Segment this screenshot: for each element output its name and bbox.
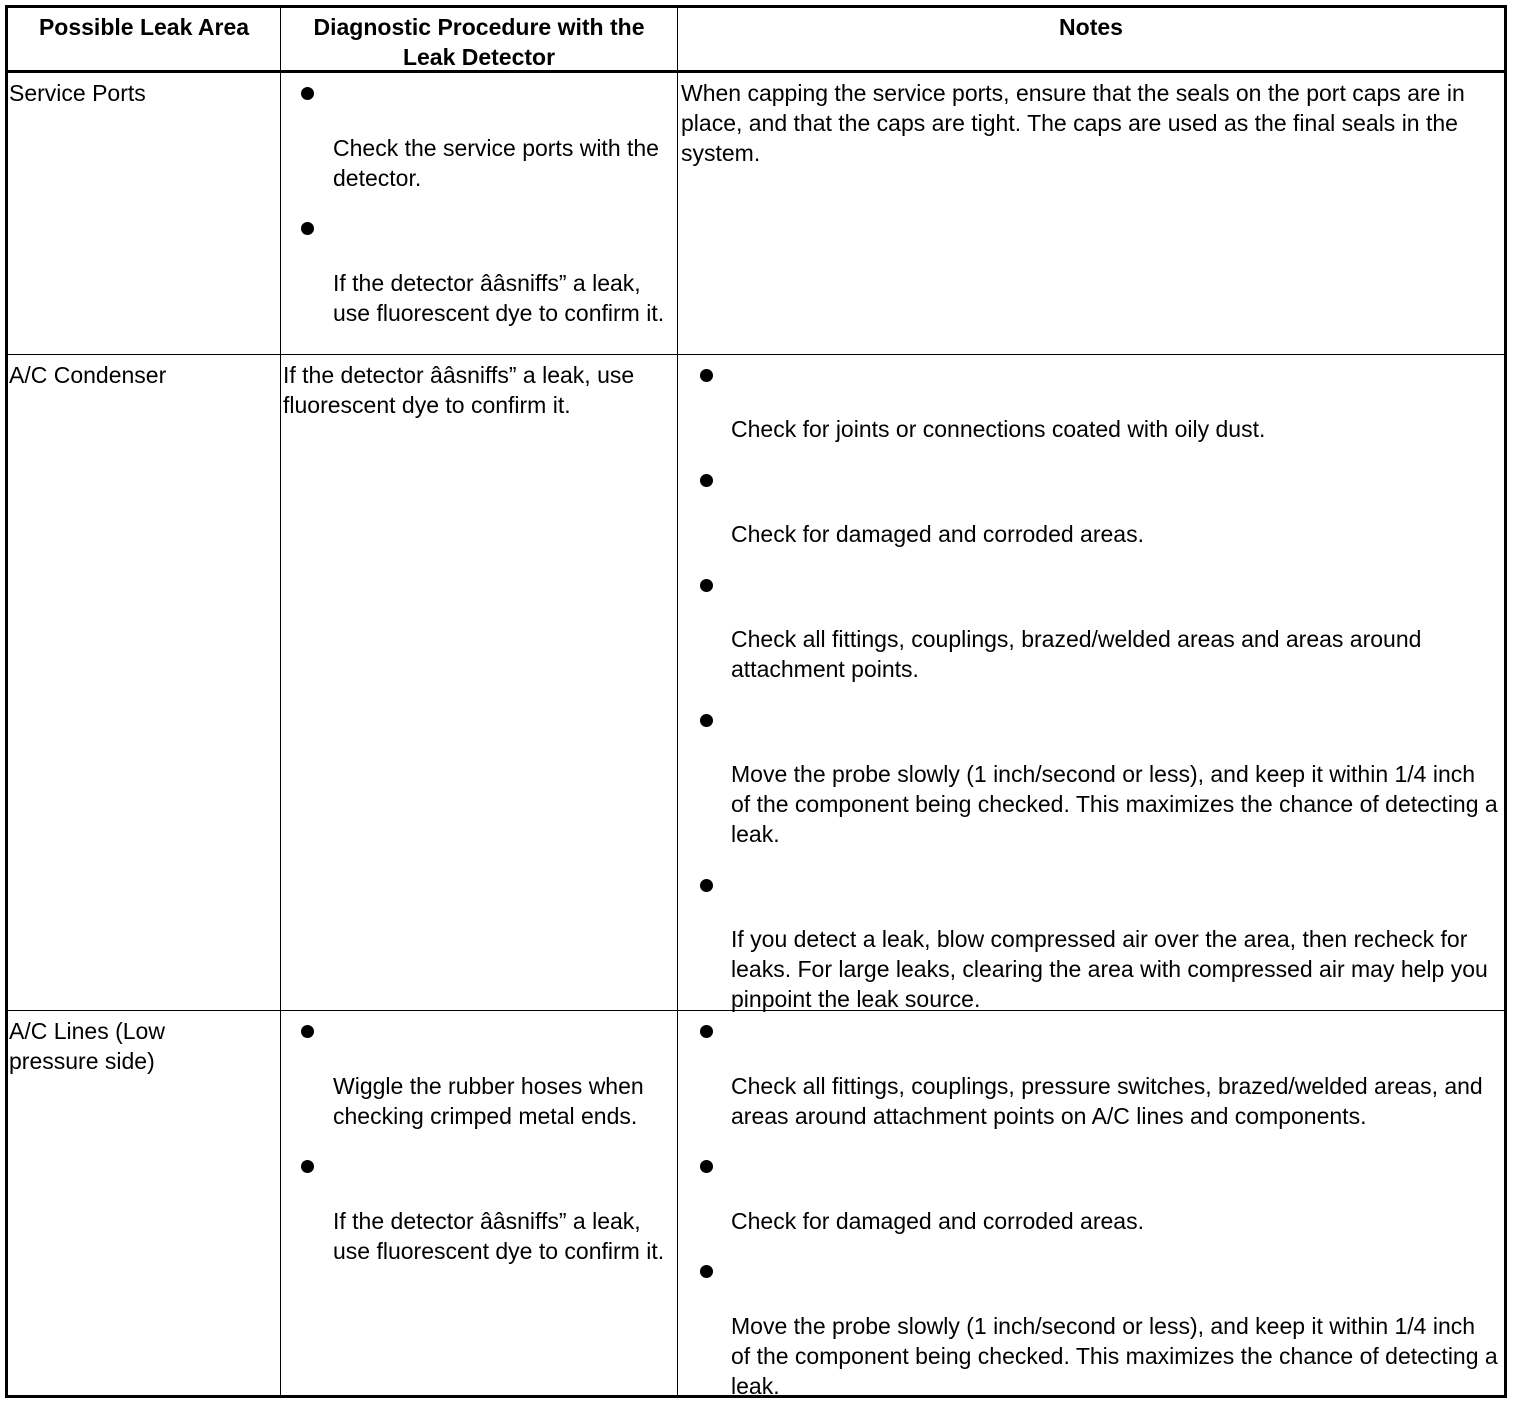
column-divider (677, 8, 678, 1395)
row-divider (8, 354, 1504, 355)
bullet-icon (301, 222, 314, 235)
header-notes: Notes (1059, 14, 1123, 40)
notes-item: Check all fittings, couplings, pressure switches, brazed/welded areas, and areas around attachment points on A/C lines and components. (731, 1073, 1483, 1129)
row-area-service-ports: Service Ports (9, 80, 146, 106)
leak-diagnosis-table (5, 5, 1507, 1398)
procedure-item: If the detector ââsniffs” a leak, use fluorescent dye to confirm it. (333, 270, 665, 326)
row-area-ac-lines: A/C Lines (Low pressure side) (9, 1018, 165, 1074)
bullet-icon (700, 579, 713, 592)
bullet-icon (700, 369, 713, 382)
notes-item: Check for damaged and corroded areas. (731, 521, 1144, 547)
notes-item: Check for damaged and corroded areas. (731, 1208, 1144, 1234)
bullet-icon (301, 87, 314, 100)
bullet-icon (700, 1025, 713, 1038)
notes-item: If you detect a leak, blow compressed air over the area, then recheck for leaks. For large leaks, clearing the area with compressed air may help you pinpoint the leak source. (731, 926, 1488, 1012)
notes-text: When capping the service ports, ensure that the seals on the port caps are in place, and that the caps are tight. The caps are used as the final seals in the system. (681, 80, 1465, 166)
bullet-icon (301, 1160, 314, 1173)
notes-item: Move the probe slowly (1 inch/second or less), and keep it within 1/4 inch of the component being checked. This maximizes the chance of detecting a leak. (731, 1313, 1498, 1399)
notes-item: Check for joints or connections coated with oily dust. (731, 416, 1266, 442)
procedure-text: If the detector ââsniffs” a leak, use fluorescent dye to confirm it. (283, 362, 635, 418)
procedure-item: If the detector ââsniffs” a leak, use fluorescent dye to confirm it. (333, 1208, 665, 1264)
bullet-icon (700, 474, 713, 487)
procedure-item: Wiggle the rubber hoses when checking crimped metal ends. (333, 1073, 644, 1129)
notes-item: Move the probe slowly (1 inch/second or less), and keep it within 1/4 inch of the component being checked. This maximizes the chance of detecting a leak. (731, 761, 1498, 847)
bullet-icon (700, 714, 713, 727)
notes-item: Check all fittings, couplings, brazed/welded areas and areas around attachment points. (731, 626, 1422, 682)
column-divider (280, 8, 281, 1395)
header-possible-leak-area: Possible Leak Area (38, 14, 250, 40)
header-divider (8, 70, 1504, 73)
bullet-icon (700, 879, 713, 892)
bullet-icon (301, 1025, 314, 1038)
header-diagnostic-procedure: Diagnostic Procedure with the Leak Detector (313, 14, 645, 70)
bullet-icon (700, 1265, 713, 1278)
bullet-icon (700, 1160, 713, 1173)
procedure-item: Check the service ports with the detector. (333, 135, 659, 191)
row-area-ac-condenser: A/C Condenser (9, 362, 167, 388)
